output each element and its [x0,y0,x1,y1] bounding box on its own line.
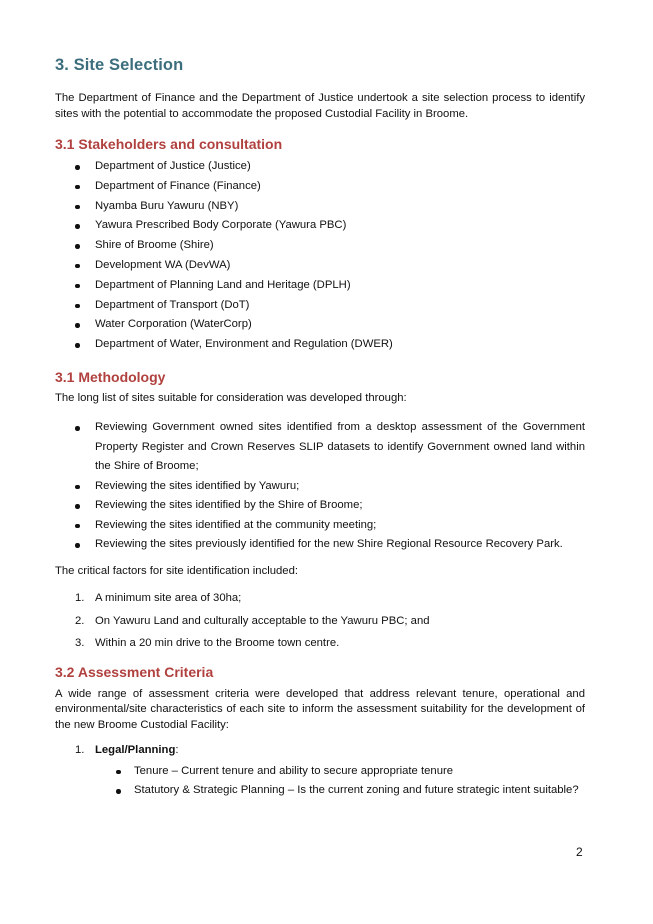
list-item: Water Corporation (WaterCorp) [55,315,585,335]
bullet-icon [75,426,80,431]
list-item: Development WA (DevWA) [55,256,585,276]
list-item: 2. On Yawuru Land and culturally acceptable to the Yawuru PBC; and [75,614,430,627]
bullet-icon [75,504,80,509]
list-item: Department of Water, Environment and Regulation (DWER) [55,335,585,355]
factors-list [55,587,585,655]
list-item: Reviewing Government owned sites identified from a desktop assessment of the Government Property Register and Crown Reserves SLIP datasets to identify Government owned land within the Shire of Broome; [55,418,585,477]
bullet-icon [75,524,80,529]
list-item: Department of Transport (DoT) [55,296,585,316]
assessment-heading: 3.2 Assessment Criteria [55,663,214,680]
list-item: Tenure – Current tenure and ability to secure appropriate tenure [55,762,585,782]
bullet-icon [75,543,80,548]
section-heading: 3. Site Selection [55,56,184,74]
list-item: Statutory & Strategic Planning – Is the current zoning and future strategic intent suitable? [55,781,585,801]
bullet-icon [75,205,80,210]
list-item: Reviewing the sites identified at the community meeting; [55,516,585,536]
bullet-icon [116,789,121,794]
list-item: Nyamba Buru Yawuru (NBY) [55,197,585,217]
bullet-icon [75,185,80,190]
criteria-list [55,739,585,762]
list-item: 1. A minimum site area of 30ha; [75,592,242,605]
bullet-icon [75,264,80,269]
list-item: Shire of Broome (Shire) [55,236,585,256]
bullet-icon [75,485,80,490]
bullet-icon [75,343,80,348]
criterion-label: Legal/Planning [95,744,176,757]
bullet-icon [75,244,80,249]
criteria-sublist [55,762,585,801]
list-item: Department of Planning Land and Heritage (DPLH) [55,276,585,296]
stakeholders-list [55,157,585,355]
stakeholders-heading: 3.1 Stakeholders and consultation [55,136,283,152]
list-item: Reviewing the sites identified by the Shire of Broome; [55,496,585,516]
page-number: 2 [576,845,583,859]
list-item: 3. Within a 20 min drive to the Broome town centre. [75,637,340,650]
bullet-icon [75,224,80,229]
methodology-list [55,418,585,555]
methodology-heading: 3.1 Methodology [55,368,166,385]
document-page [55,56,585,801]
bullet-icon [75,304,80,309]
list-item: Department of Finance (Finance) [55,177,585,197]
list-item: Department of Justice (Justice) [55,157,585,177]
list-item: 1. Legal/Planning: [75,744,179,757]
section-intro: The Department of Finance and the Department of Justice undertook a site selection process to identify sites with the potential to accommodate the proposed Custodial Facility in Broome. [55,92,585,120]
list-item: Reviewing the sites identified by Yawuru; [55,477,585,497]
list-item: Reviewing the sites previously identified for the new Shire Regional Resource Recovery Park. [55,535,585,555]
factors-intro: The critical factors for site identification included: [55,564,298,577]
bullet-icon [75,323,80,328]
assessment-intro: A wide range of assessment criteria were developed that address relevant tenure, operational and environmental/site characteristics of each site to inform the assessment suitability for the development of the new Broome Custodial Facility: [55,687,585,731]
bullet-icon [116,770,121,775]
bullet-icon [75,165,80,170]
methodology-intro: The long list of sites suitable for consideration was developed through: [55,391,407,404]
bullet-icon [75,284,80,289]
list-item: Yawura Prescribed Body Corporate (Yawura PBC) [55,216,585,236]
